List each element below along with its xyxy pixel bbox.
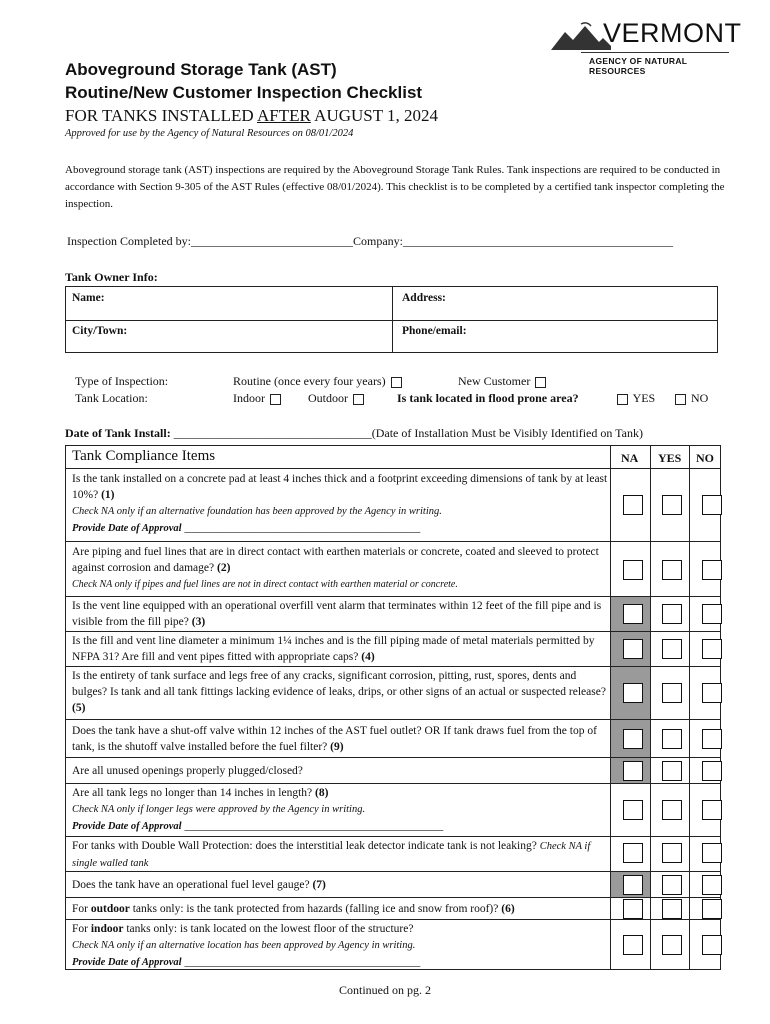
no-checkbox[interactable] xyxy=(702,843,722,863)
no-checkbox[interactable] xyxy=(702,800,722,820)
row-question: For outdoor tanks only: is the tank protected from hazards (falling ice and snow from roof)? (6) xyxy=(72,903,515,915)
routine-option[interactable]: Routine (once every four years) xyxy=(233,374,404,389)
table-row xyxy=(66,631,720,667)
date-of-install-line[interactable]: Date of Tank Install: _________________________________(Date of Installation Must be Visibly Identified on Tank) xyxy=(65,426,643,440)
logo-agency: AGENCY OF NATURAL RESOURCES xyxy=(589,56,688,76)
doc-scope: FOR TANKS INSTALLED AFTER AUGUST 1, 2024 xyxy=(65,106,439,125)
no-checkbox[interactable] xyxy=(702,729,722,749)
row-question: Is the fill and vent line diameter a minimum 1¼ inches and is the fill piping made of metal materials permitted by NFPA 31? Are fill and vent pipes fitted with appropriate caps? (4) xyxy=(72,635,595,663)
row-question: Is the tank installed on a concrete pad at least 4 inches thick and a footprint exceeding dimensions of tank by at least 10%? (1) Check NA only if an alternative foundation has been approved by the Agency in writing. Provide Date of Approval _________________________________________ xyxy=(72,473,608,534)
approval-note: Approved for use by the Agency of Natural Resources on 08/01/2024 xyxy=(65,128,354,139)
row-question: For tanks with Double Wall Protection: does the interstitial leak detector indicate tank is not leaking? Check NA if single walled tank xyxy=(72,840,591,869)
yes-checkbox[interactable] xyxy=(662,843,682,863)
yes-checkbox[interactable] xyxy=(662,761,682,781)
table-row xyxy=(66,719,720,758)
table-row xyxy=(66,757,720,784)
no-checkbox[interactable] xyxy=(702,875,722,895)
owner-info-table xyxy=(65,286,718,353)
intro-paragraph: Aboveground storage tank (AST) inspections are required by the Aboveground Storage Tank Rules. Tank inspections are required to be conducted in accordance with Section 9-305 of the AST Rules (effective 08/01/2024). This checklist is to be completed by a certified tank inspector completing the inspection. xyxy=(65,164,725,210)
row-question: Does the tank have an operational fuel level gauge? (7) xyxy=(72,879,326,891)
yes-header: YES xyxy=(658,451,682,465)
mountain-icon xyxy=(551,22,611,52)
na-checkbox[interactable] xyxy=(623,843,643,863)
vermont-logo xyxy=(551,18,742,76)
no-checkbox[interactable] xyxy=(702,683,722,703)
flood-no-checkbox[interactable] xyxy=(675,394,686,405)
yes-checkbox[interactable] xyxy=(662,800,682,820)
no-header: NO xyxy=(696,451,714,465)
na-checkbox xyxy=(623,875,643,895)
yes-checkbox[interactable] xyxy=(662,495,682,515)
yes-checkbox[interactable] xyxy=(662,875,682,895)
address-field[interactable]: Address: xyxy=(402,292,446,304)
doc-title: Aboveground Storage Tank (AST) xyxy=(65,60,337,79)
table-title: Tank Compliance Items xyxy=(72,448,216,464)
row-question: Is the entirety of tank surface and legs free of any cracks, significant corrosion, pitting, rust, spores, dents and bulges? Is tank and all tank fittings lacking evidence of leaks, drips, or other signs of an actual or suspected release? (5) xyxy=(72,670,606,714)
yes-checkbox[interactable] xyxy=(662,604,682,624)
na-checkbox[interactable] xyxy=(623,495,643,515)
new-customer-option[interactable]: New Customer xyxy=(458,374,548,389)
inspection-completed-line[interactable]: Inspection Completed by:___________________________Company:_____________________________________________ xyxy=(67,234,673,248)
na-checkbox[interactable] xyxy=(623,560,643,580)
no-checkbox[interactable] xyxy=(702,761,722,781)
city-field[interactable]: City/Town: xyxy=(72,325,128,337)
indoor-option[interactable]: Indoor xyxy=(233,391,283,406)
table-row xyxy=(66,836,720,872)
yes-checkbox[interactable] xyxy=(662,899,682,919)
row-question: Does the tank have a shut-off valve within 12 inches of the AST fuel outlet? OR If tank draws fuel from the top of tank, is the shutoff valve installed before the fuel filter? (9) xyxy=(72,725,597,753)
flood-yes-option[interactable]: YES xyxy=(615,391,655,406)
table-row xyxy=(66,468,720,542)
table-row xyxy=(66,666,720,720)
yes-checkbox[interactable] xyxy=(662,683,682,703)
doc-subtitle: Routine/New Customer Inspection Checklist xyxy=(65,83,423,102)
phone-field[interactable]: Phone/email: xyxy=(402,325,467,337)
flood-yes-checkbox[interactable] xyxy=(617,394,628,405)
na-checkbox xyxy=(623,604,643,624)
yes-checkbox[interactable] xyxy=(662,935,682,955)
no-checkbox[interactable] xyxy=(702,495,722,515)
row-question: Is the vent line equipped with an operational overfill vent alarm that terminates within 12 feet of the fill pipe and is visible from the fill pipe? (3) xyxy=(72,600,602,628)
no-checkbox[interactable] xyxy=(702,604,722,624)
yes-checkbox[interactable] xyxy=(662,729,682,749)
no-checkbox[interactable] xyxy=(702,935,722,955)
routine-checkbox[interactable] xyxy=(391,377,402,388)
na-checkbox[interactable] xyxy=(623,899,643,919)
owner-info-label: Tank Owner Info: xyxy=(65,270,158,284)
type-of-inspection-label: Type of Inspection: xyxy=(75,374,169,388)
name-field[interactable]: Name: xyxy=(72,292,105,304)
na-checkbox xyxy=(623,761,643,781)
row-question: Are all tank legs no longer than 14 inches in length? (8) Check NA only if longer legs were approved by the Agency in writing. Provide Date of Approval _____________________________________________ xyxy=(72,787,444,832)
no-checkbox[interactable] xyxy=(702,639,722,659)
tank-location-label: Tank Location: xyxy=(75,391,148,405)
na-checkbox[interactable] xyxy=(623,800,643,820)
continued-footer: Continued on pg. 2 xyxy=(339,983,431,997)
table-row xyxy=(66,783,720,837)
row-question: Are piping and fuel lines that are in direct contact with earthen materials or concrete, coated and sleeved to protect against corrosion and damage? (2) Check NA only if pipes and fuel lines are not in direct contact with earthen material or concrete. xyxy=(72,546,599,590)
compliance-table xyxy=(65,445,721,970)
row-question: For indoor tanks only: is tank located on the lowest floor of the structure? Check NA only if an alternative location has been approved by Agency in writing. Provide Date of Approval _________________________________________ xyxy=(72,923,421,968)
row-question: Are all unused openings properly plugged/closed? xyxy=(72,765,303,777)
na-checkbox xyxy=(623,639,643,659)
yes-checkbox[interactable] xyxy=(662,560,682,580)
na-checkbox xyxy=(623,729,643,749)
na-header: NA xyxy=(621,451,639,465)
table-row xyxy=(66,871,720,898)
table-row xyxy=(66,541,720,597)
new-customer-checkbox[interactable] xyxy=(535,377,546,388)
no-checkbox[interactable] xyxy=(702,560,722,580)
table-row xyxy=(66,919,720,971)
outdoor-checkbox[interactable] xyxy=(353,394,364,405)
flood-no-option[interactable]: NO xyxy=(673,391,708,406)
flood-question: Is tank located in flood prone area? xyxy=(397,391,579,405)
table-row xyxy=(66,596,720,632)
yes-checkbox[interactable] xyxy=(662,639,682,659)
outdoor-option[interactable]: Outdoor xyxy=(308,391,366,406)
na-checkbox[interactable] xyxy=(623,935,643,955)
na-checkbox xyxy=(623,683,643,703)
logo-word: VERMONT xyxy=(603,18,742,48)
table-row xyxy=(66,897,720,920)
indoor-checkbox[interactable] xyxy=(270,394,281,405)
no-checkbox[interactable] xyxy=(702,899,722,919)
